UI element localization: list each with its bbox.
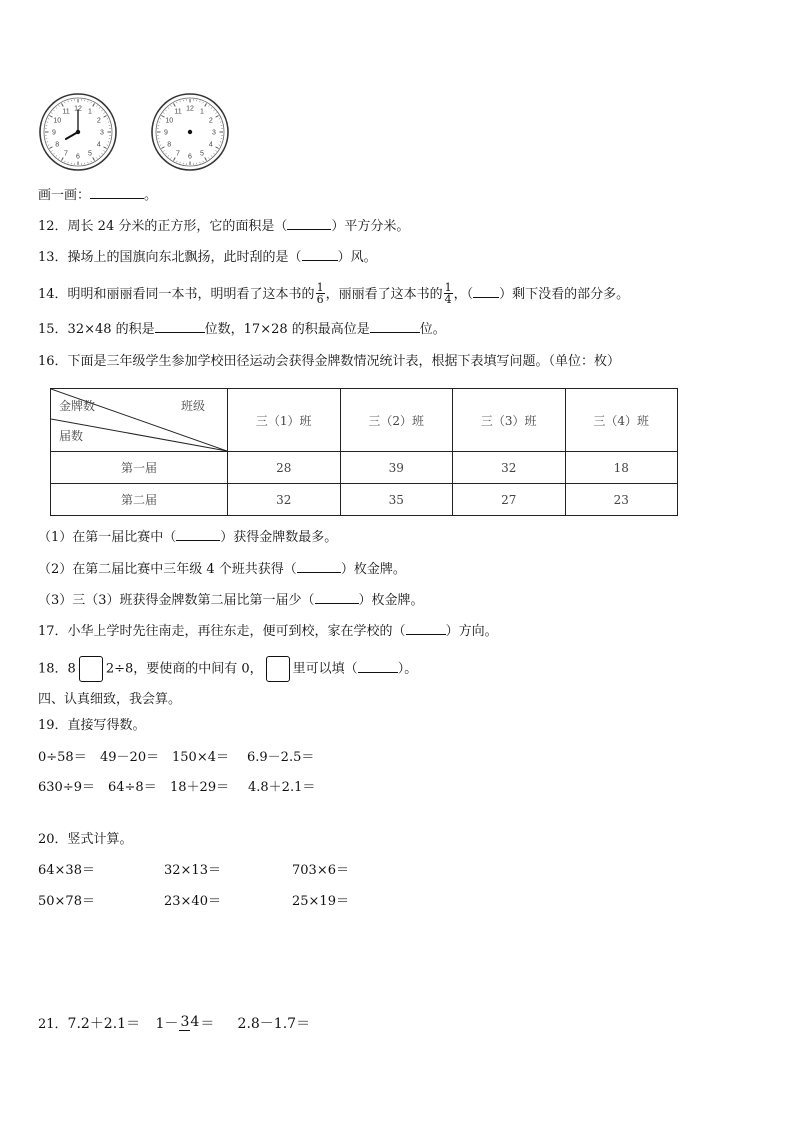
- row-label: 第一届: [51, 452, 228, 484]
- clock-number: 2: [208, 117, 213, 125]
- clock-number: 7: [64, 150, 68, 158]
- draw-blank[interactable]: [90, 186, 144, 199]
- column-header: 三（2）班: [340, 389, 453, 452]
- clock-number: 11: [174, 108, 182, 116]
- draw-label: 画一画：: [38, 188, 91, 203]
- calc-item: 150×4＝: [172, 750, 229, 765]
- clock-number: 5: [88, 150, 92, 158]
- question-19: 19．直接写得数。: [38, 718, 146, 733]
- row-label: 第二届: [51, 484, 228, 516]
- sub3-answer-blank[interactable]: [315, 591, 359, 604]
- clock-blank: [150, 92, 230, 172]
- table-cell: 23: [565, 484, 678, 516]
- table-cell: 18: [565, 452, 678, 484]
- fraction-three-fourths: 34: [180, 1014, 200, 1030]
- table-corner-cell: [51, 389, 228, 452]
- question-16: 16．下面是三年级学生参加学校田径运动会获得金牌数情况统计表，根据下表填写问题。（单位：枚）: [38, 354, 621, 369]
- q12-answer-blank[interactable]: [287, 217, 331, 230]
- column-header: 三（4）班: [565, 389, 678, 452]
- clock-number: 10: [165, 117, 174, 125]
- calc-item: 25×19＝: [292, 894, 349, 909]
- table-cell: 39: [340, 452, 453, 484]
- fraction-one-sixth: $\frac{1}{6}$: [316, 281, 324, 306]
- calc-item: 0÷58＝: [38, 750, 87, 765]
- clock-number: 3: [100, 129, 104, 137]
- calc-item: 4.8＋2.1＝: [248, 780, 316, 795]
- subquestion-2: （2）在第二届比赛中三年级 4 个班共获得（ ）枚金牌。: [38, 562, 406, 577]
- table-cell: 28: [228, 452, 341, 484]
- clock-number: 7: [176, 150, 180, 158]
- sub1-answer-blank[interactable]: [176, 528, 220, 541]
- question-13: 13．操场上的国旗向东北飘扬，此时刮的是（ ）风。: [38, 250, 377, 265]
- calc-item: 32×13＝: [164, 863, 221, 878]
- table-row: [51, 484, 678, 516]
- subquestion-1: （1）在第一届比赛中（ ）获得金牌数最多。: [38, 530, 338, 545]
- column-header: 三（3）班: [453, 389, 566, 452]
- corner-label-session: 届数: [59, 429, 84, 443]
- clock-number: 1: [88, 108, 92, 116]
- clock-number: 6: [188, 153, 192, 161]
- calc-item: 18＋29＝: [170, 780, 230, 795]
- section-heading: 四、认真细致，我会算。: [38, 692, 182, 707]
- calc-item: 49－20＝: [100, 750, 160, 765]
- q15-blank-2[interactable]: [370, 320, 420, 333]
- table-cell: 35: [340, 484, 453, 516]
- subquestion-3: （3）三（3）班获得金牌数第二届比第一届少（ ）枚金牌。: [38, 593, 424, 608]
- q17-answer-blank[interactable]: [406, 622, 446, 635]
- digit-box[interactable]: [266, 656, 290, 682]
- calc-item: 23×40＝: [164, 894, 221, 909]
- calc-item: 64×38＝: [38, 863, 95, 878]
- clock-number: 4: [208, 141, 213, 149]
- q18-answer-blank[interactable]: [358, 660, 398, 673]
- question-21: 21．7.2＋2.1＝ 1－ 34＝ 2.8－1.7＝: [38, 1012, 310, 1037]
- clock-number: 12: [186, 105, 194, 113]
- question-20: 20．竖式计算。: [38, 832, 133, 847]
- draw-line: 画一画： 。: [38, 188, 158, 203]
- table-cell: 32: [228, 484, 341, 516]
- q13-answer-blank[interactable]: [302, 248, 338, 261]
- clock-number: 11: [62, 108, 70, 116]
- corner-label-class: 班级: [180, 399, 205, 413]
- sub2-answer-blank[interactable]: [297, 560, 341, 573]
- clock-number: 6: [76, 153, 80, 161]
- table-cell: 27: [453, 484, 566, 516]
- clock-number: 12: [74, 105, 82, 113]
- calc-item: 6.9－2.5＝: [247, 750, 315, 765]
- q20-row-1: [38, 861, 349, 881]
- table-cell: 32: [453, 452, 566, 484]
- q14-answer-blank[interactable]: [473, 285, 499, 298]
- clock-number: 10: [53, 117, 62, 125]
- table-row: [51, 452, 678, 484]
- digit-box[interactable]: [79, 656, 103, 682]
- calc-item: 50×78＝: [38, 894, 95, 909]
- calc-item: 7.2＋2.1＝: [67, 1016, 141, 1032]
- clock-center-dot: [76, 130, 80, 134]
- q19-row-1: [38, 748, 314, 768]
- question-12: 12．周长 24 分米的正方形，它的面积是（ ）平方分米。: [38, 219, 410, 234]
- clock-number: 4: [96, 141, 101, 149]
- clock-number: 1: [200, 108, 204, 116]
- clock-center-dot: [188, 130, 192, 134]
- q15-blank-1[interactable]: [155, 320, 205, 333]
- question-18: 18．8 2÷8，要使商的中间有 0， 里可以填（ ）。: [38, 656, 417, 682]
- medal-statistics-table: [50, 388, 678, 516]
- calc-item: 703×6＝: [292, 863, 349, 878]
- clock-showing-eight: [38, 92, 118, 172]
- clock-number: 3: [212, 129, 216, 137]
- clock-number: 8: [55, 141, 60, 149]
- question-14: 14．明明和丽丽看同一本书，明明看了这本书的 $\frac{1}{6}$ ，丽丽看了这本书的 $\frac{1}{4}$ ，（ ）剩下没看的部分多。: [38, 281, 630, 306]
- fraction-one-fourth: $\frac{1}{4}$: [444, 281, 452, 306]
- q19-row-2: [38, 778, 315, 798]
- q20-row-2: [38, 892, 349, 912]
- clock-number: 9: [164, 129, 168, 137]
- calc-item: 1－ 34＝: [155, 1014, 215, 1032]
- question-17: 17．小华上学时先往南走，再往东走，便可到校，家在学校的（ ）方向。: [38, 624, 498, 639]
- clock-number: 5: [200, 150, 204, 158]
- calc-item: 630÷9＝: [38, 780, 95, 795]
- clock-number: 9: [52, 129, 56, 137]
- clock-number: 8: [167, 141, 172, 149]
- column-header: 三（1）班: [228, 389, 341, 452]
- question-15: 15．32×48 的积是 位数，17×28 的积最高位是 位。: [38, 322, 446, 337]
- corner-label-medals: 金牌数: [59, 399, 96, 413]
- calc-item: 2.8－1.7＝: [237, 1016, 311, 1032]
- clock-number: 2: [96, 117, 101, 125]
- calc-item: 64÷8＝: [108, 780, 157, 795]
